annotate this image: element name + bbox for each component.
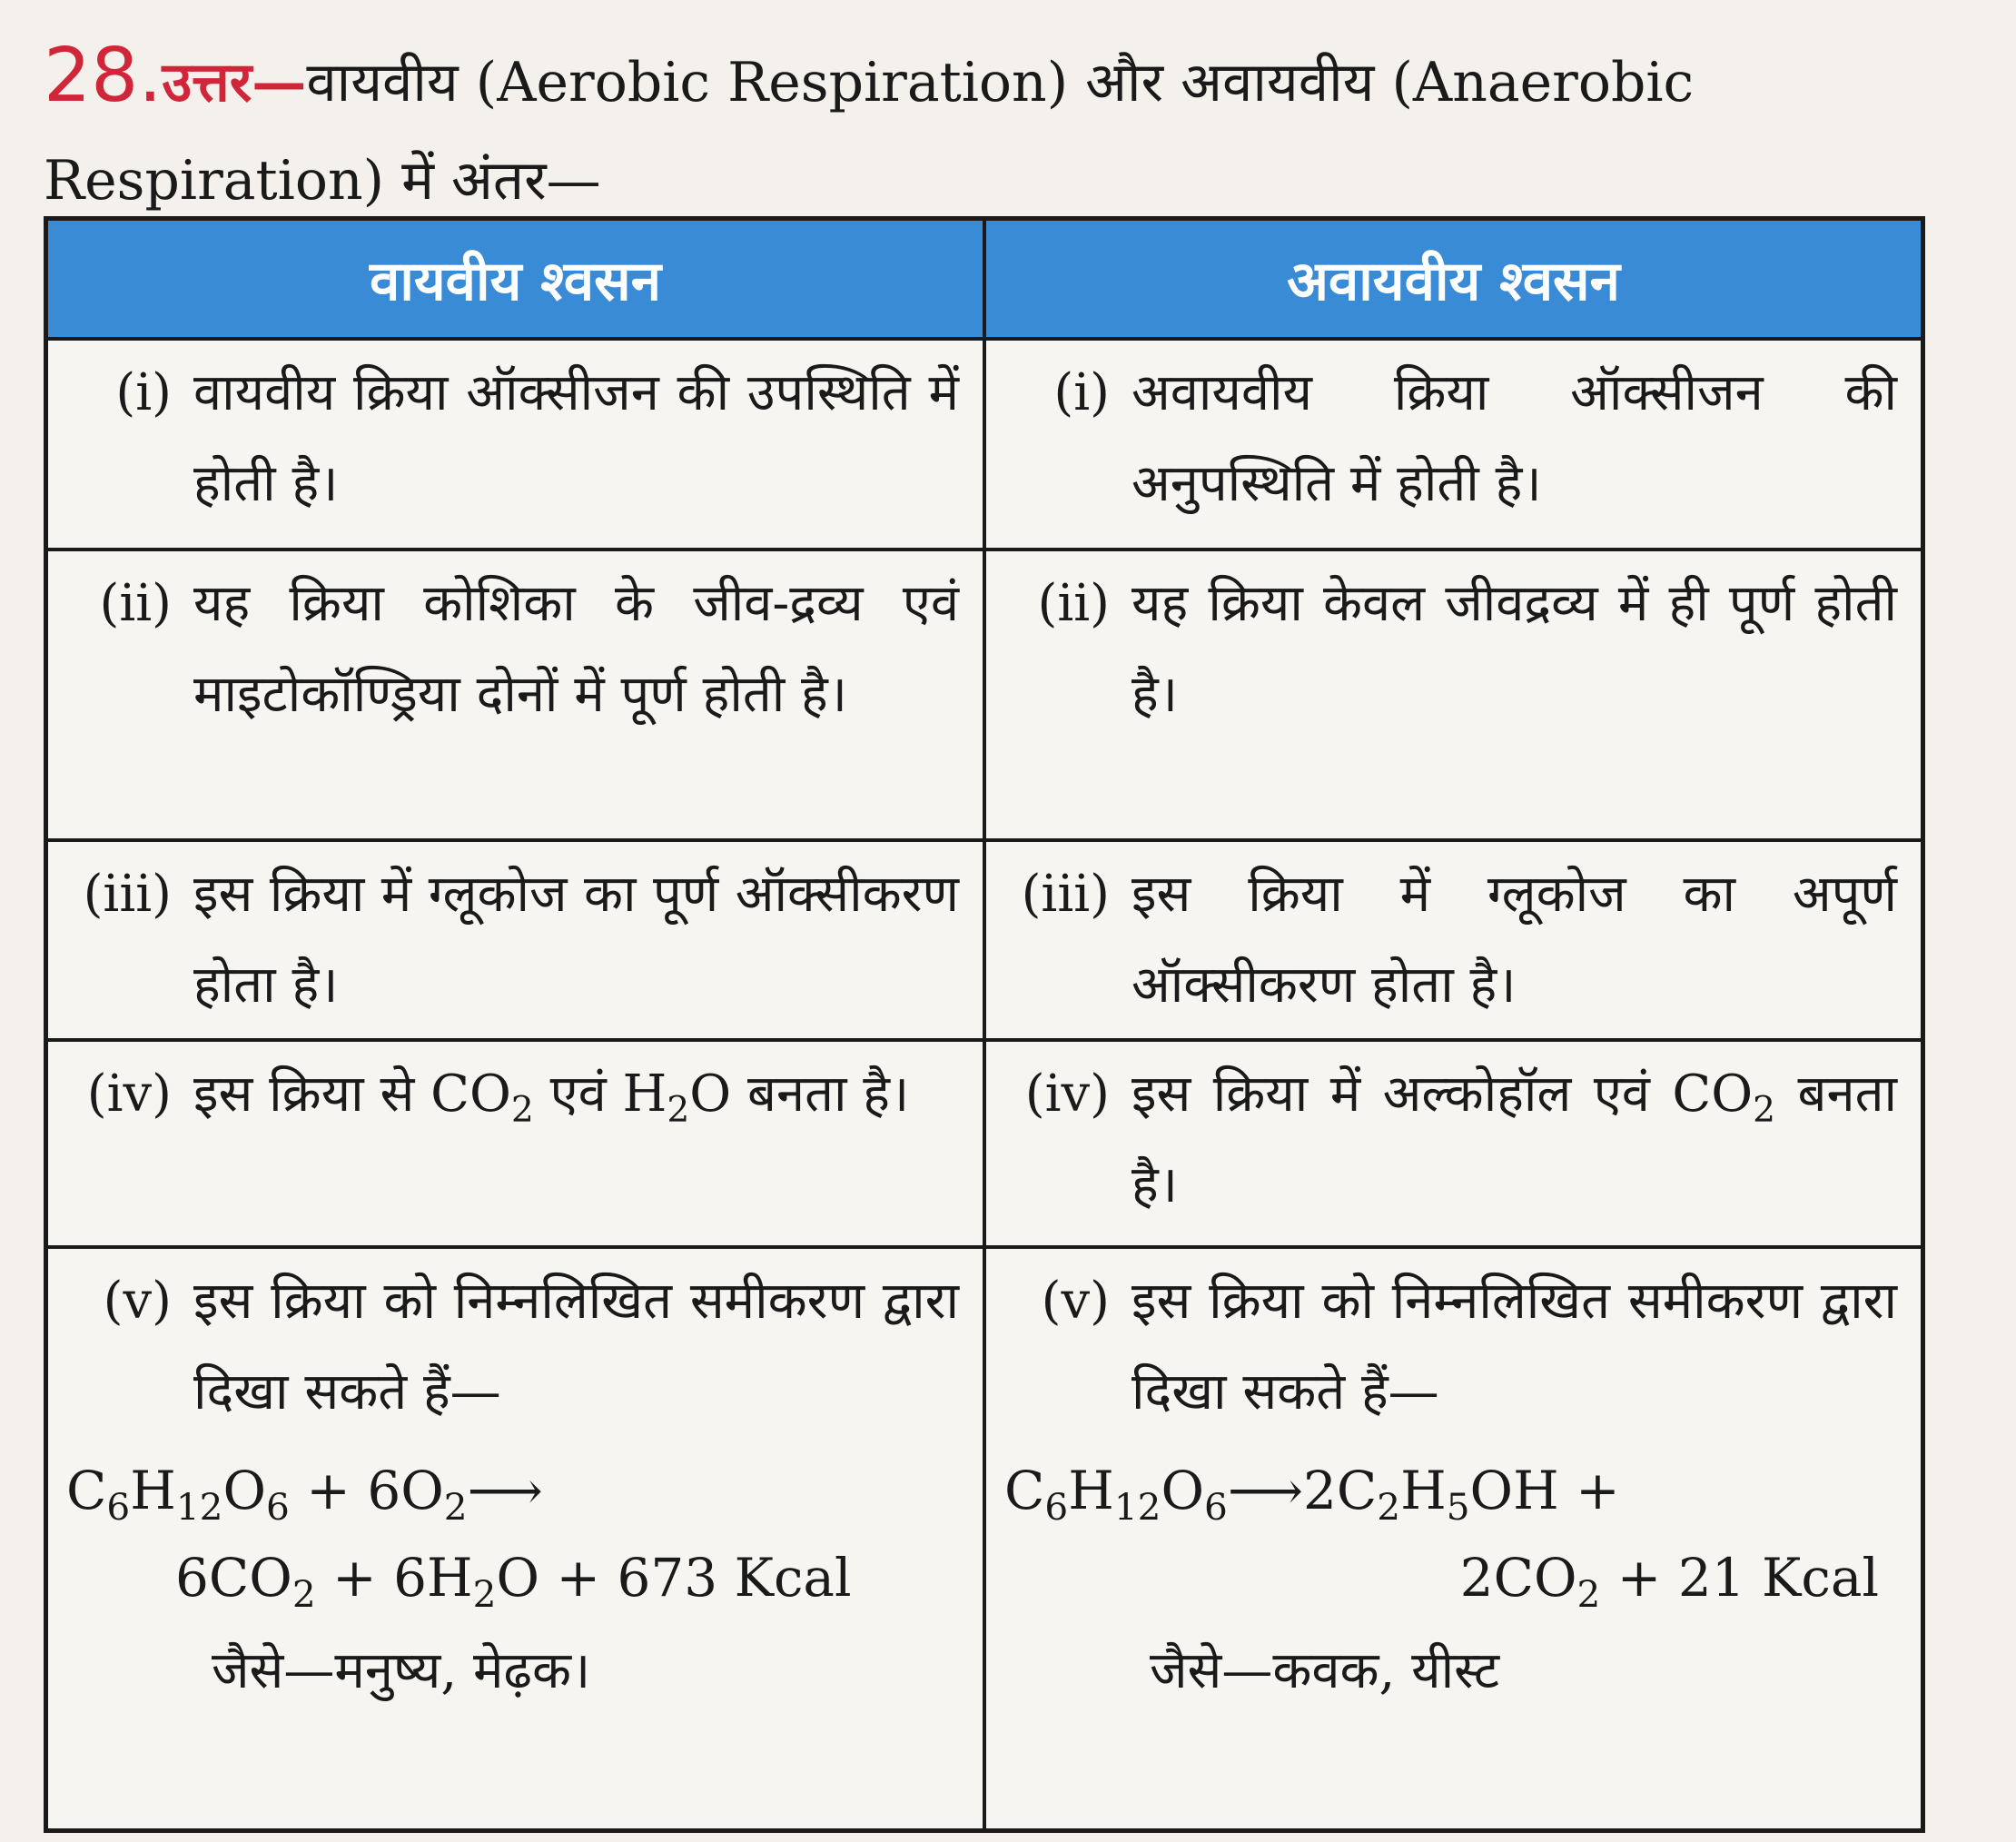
item-number: (v): [1041, 1272, 1110, 1331]
aerobic-equation-line-1: $C_6H_{12}O_6$ + $6O_2⟶$: [66, 1447, 959, 1534]
cell-anaerobic: [984, 1247, 1923, 1831]
item-text: इस क्रिया से $CO_2$ एवं $H_2O$ बनता है।: [193, 1065, 910, 1131]
item-text: इस क्रिया को निम्नलिखित समीकरण द्वारा दिखा सकते हैं—: [1132, 1272, 1897, 1421]
answer-label: उत्तर—: [162, 51, 307, 114]
cell-aerobic: [46, 1247, 985, 1831]
item-text: वायवीय क्रिया ऑक्सीजन की उपस्थिति में होती है।: [193, 363, 959, 513]
question-heading: [44, 27, 1932, 230]
cell-aerobic: [46, 840, 985, 1040]
item-text: अवायवीय क्रिया ऑक्सीजन की अनुपस्थिति में होती है।: [1132, 363, 1897, 513]
table-row: [46, 550, 1923, 840]
item-text: इस क्रिया को निम्नलिखित समीकरण द्वारा दिखा सकते हैं—: [193, 1272, 959, 1421]
cell-aerobic: [46, 339, 985, 550]
item-number: (ii): [1037, 574, 1110, 633]
item-number: (i): [115, 363, 172, 422]
item-number: (i): [1053, 363, 1110, 422]
table-row: [46, 1247, 1923, 1831]
item-number: (iii): [1021, 865, 1110, 924]
aerobic-example: जैसे—मनुष्य, मेढ़क।: [212, 1641, 591, 1700]
item-text: इस क्रिया में अल्कोहॉल एवं $CO_2$ बनता है।: [1132, 1065, 1897, 1214]
item-number: (v): [103, 1272, 172, 1331]
item-text: इस क्रिया में ग्लूकोज का अपूर्ण ऑक्सीकरण होता है।: [1132, 865, 1897, 1015]
item-number: (ii): [99, 574, 172, 633]
item-text: यह क्रिया कोशिका के जीव-द्रव्य एवं माइटोकॉण्ड्रिया दोनों में पूर्ण होती है।: [193, 574, 959, 724]
reaction-arrow: ⟶: [1227, 1460, 1303, 1521]
item-text: इस क्रिया में ग्लूकोज का पूर्ण ऑक्सीकरण होता है।: [193, 865, 959, 1015]
item-number: (iii): [83, 865, 172, 924]
heading-text: वायवीय (Aerobic Respiration) और अवायवीय (Anaerobic Respiration) में अंतर—: [44, 51, 1695, 213]
anaerobic-equation-line-1: $C_6H_{12}O_6⟶2C_2H_5OH$ +: [1004, 1447, 1897, 1534]
header-aerobic: वायवीय श्वसन: [46, 219, 985, 340]
header-anaerobic: अवायवीय श्वसन: [984, 219, 1923, 340]
anaerobic-example: जैसे—कवक, यीस्ट: [1150, 1641, 1500, 1700]
table-header-row: [46, 219, 1923, 340]
cell-anaerobic: [984, 840, 1923, 1040]
table-row: [46, 339, 1923, 550]
anaerobic-equation-line-2: $2CO_2 + 21$ Kcal: [1459, 1547, 1879, 1617]
table-row: [46, 1040, 1923, 1247]
item-number: (iv): [86, 1065, 172, 1124]
cell-anaerobic: [984, 1040, 1923, 1247]
item-number: (iv): [1024, 1065, 1110, 1124]
question-number: 28.: [44, 33, 163, 119]
cell-aerobic: [46, 550, 985, 840]
item-text: यह क्रिया केवल जीवद्रव्य में ही पूर्ण होती है।: [1132, 574, 1897, 724]
cell-anaerobic: [984, 339, 1923, 550]
comparison-table: [44, 216, 1925, 1833]
table-row: [46, 840, 1923, 1040]
aerobic-equation-line-2: $6CO_2 + 6H_2O + 673$ Kcal: [175, 1547, 852, 1617]
cell-anaerobic: [984, 550, 1923, 840]
reaction-arrow: ⟶: [467, 1460, 543, 1521]
cell-aerobic: [46, 1040, 985, 1247]
